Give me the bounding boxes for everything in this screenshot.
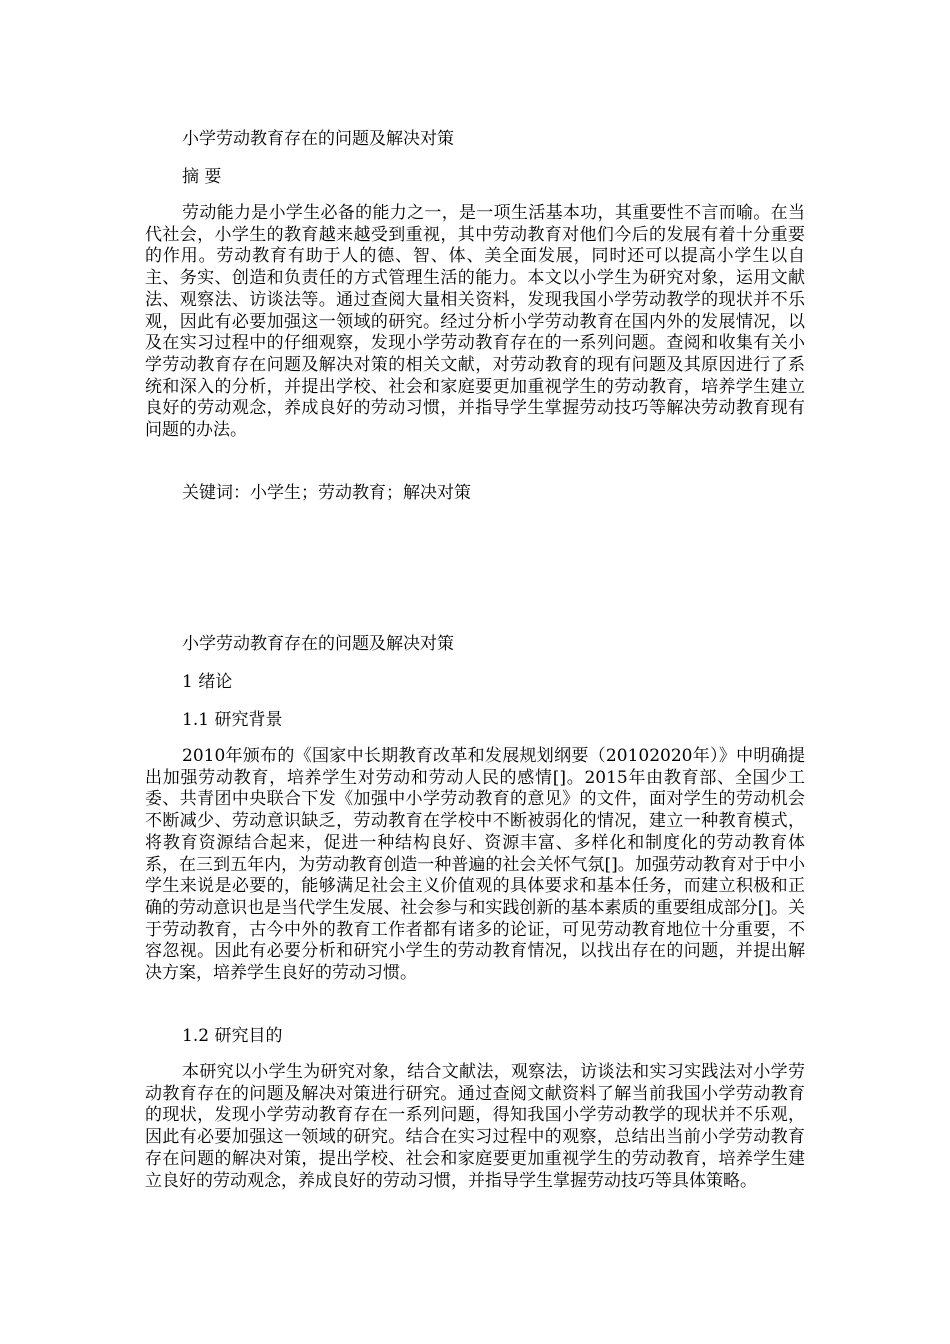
abstract-heading: 摘 要 <box>182 167 222 187</box>
section-heading-background: 1.1 研究背景 <box>182 710 283 730</box>
chapter-heading: 1 绪论 <box>182 672 233 692</box>
main-title: 小学劳动教育存在的问题及解决对策 <box>182 634 454 654</box>
background-body: 2010年颁布的《国家中长期教育改革和发展规划纲要（20102020年）》中明确提出加强劳动教育，培养学生对劳动和劳动人民的感情[]。2015年由教育部、全国少工委、共青团中央联合下发《加强中小学劳动教育的意见》的文件，面对学生的劳动机会不断减少、劳动意识缺乏，劳动教育在学校中不断被弱化的情况，建立一种教育模式，将教育资源结合起来，促进一种结构良好、资源丰富、多样化和制度化的劳动教育体系，在三到五年内，为劳动教育创造一种普遍的社会关怀气氛[]。加强劳动教育对于中小学生来说是必要的，能够满足社会主义价值观的具体要求和基本任务，而建立积极和正确的劳动意识也是当代学生发展、社会参与和实践创新的基本素质的重要组成部分[]。关于劳动教育，古今中外的教育工作者都有诸多的论证，可见劳动教育地位十分重要，不容忽视。因此有必要分析和研究小学生的劳动教育情况，以找出存在的问题，并提出解决方案，培养学生良好的劳动习惯。 <box>145 746 805 984</box>
keywords: 关键词：小学生；劳动教育；解决对策 <box>182 483 471 503</box>
section-heading-purpose: 1.2 研究目的 <box>182 1026 283 1046</box>
abstract-body: 劳动能力是小学生必备的能力之一，是一项生活基本功，其重要性不言而喻。在当代社会，小学生的教育越来越受到重视，其中劳动教育对他们今后的发展有着十分重要的作用。劳动教育有助于人的德、智、体、美全面发展，同时还可以提高小学生以自主、务实、创造和负责任的方式管理生活的能力。本文以小学生为研究对象，运用文献法、观察法、访谈法等。通过查阅大量相关资料，发现我国小学劳动教学的现状并不乐观，因此有必要加强这一领域的研究。经过分析小学劳动教育在国内外的发展情况，以及在实习过程中的仔细观察，发现小学劳动教育存在的一系列问题。查阅和收集有关小学劳动教育存在问题及解决对策的相关文献，对劳动教育的现有问题及其原因进行了系统和深入的分析，并提出学校、社会和家庭要更加重视学生的劳动教育，培养学生建立良好的劳动观念，养成良好的劳动习惯，并指导学生掌握劳动技巧等解决劳动教育现有问题的办法。 <box>145 203 805 441</box>
abstract-title: 小学劳动教育存在的问题及解决对策 <box>182 129 454 149</box>
purpose-body: 本研究以小学生为研究对象，结合文献法，观察法，访谈法和实习实践法对小学劳动教育存在的问题及解决对策进行研究。通过查阅文献资料了解当前我国小学劳动教育的现状，发现小学劳动教育存在一系列问题，得知我国小学劳动教学的现状并不乐观，因此有必要加强这一领域的研究。结合在实习过程中的观察，总结出当前小学劳动教育存在问题的解决对策，提出学校、社会和家庭要更加重视学生的劳动教育，培养学生建立良好的劳动观念，养成良好的劳动习惯，并指导学生掌握劳动技巧等具体策略。 <box>145 1062 805 1191</box>
